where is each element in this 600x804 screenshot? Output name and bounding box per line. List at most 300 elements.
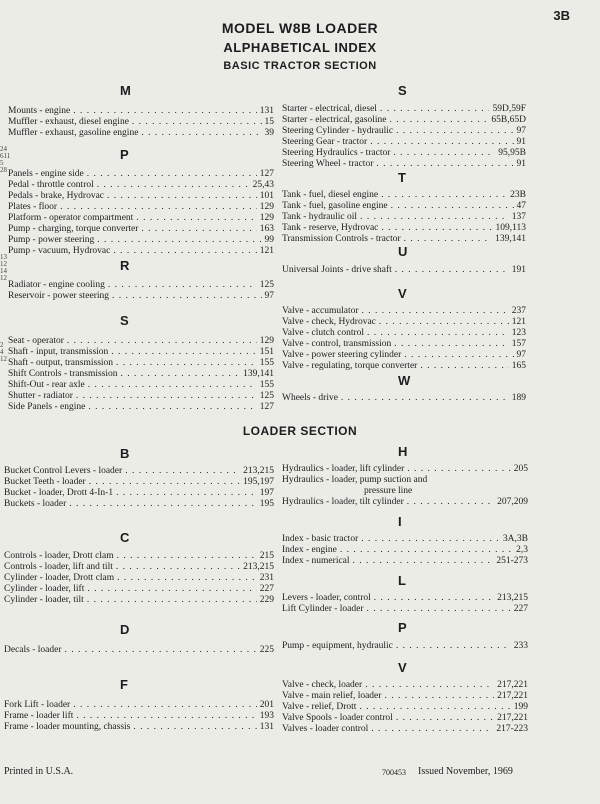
entry-topic: Shaft - input, transmission (8, 347, 109, 357)
entry-page: 197 (259, 488, 274, 498)
letter-b: B (120, 446, 130, 461)
group-v-loader (282, 680, 528, 735)
dot-leader (73, 700, 257, 711)
index-entry (282, 126, 526, 137)
index-entry (4, 700, 274, 711)
entry-topic: Levers - loader, control (282, 593, 371, 603)
entry-page: 125 (259, 391, 274, 401)
letter-s: S (120, 313, 129, 328)
entry-topic: Valve Spools - loader control (282, 713, 393, 723)
entry-page: 217-223 (496, 724, 528, 734)
index-entry (8, 369, 274, 380)
index-entry (4, 595, 274, 606)
entry-topic: Starter - electrical, gasoline (282, 115, 387, 125)
entry-topic: Wheels - drive (282, 393, 338, 403)
dot-leader (125, 466, 240, 477)
entry-topic: Index - numerical (282, 556, 350, 566)
entry-page: 131 (259, 106, 274, 116)
letter-p: P (398, 620, 407, 635)
index-entry (282, 361, 526, 372)
entry-topic: Valve - check, loader (282, 680, 363, 690)
index-entry (8, 180, 274, 191)
index-entry (282, 328, 526, 339)
entry-page: 97 (516, 350, 526, 360)
index-entry (282, 641, 528, 652)
entry-page: 195,197 (243, 477, 274, 487)
entry-topic: Hydraulics - loader, tilt cylinder (282, 497, 404, 507)
entry-page: 207,209 (497, 497, 528, 507)
index-entry (282, 350, 526, 361)
dot-leader (97, 235, 261, 246)
entry-topic: Steering Gear - tractor (282, 137, 368, 147)
entry-page: 229 (259, 595, 274, 605)
issue-date: Issued November, 1969 (418, 766, 513, 777)
entry-topic: Cylinder - loader, tilt (4, 595, 84, 605)
index-entry (4, 562, 274, 573)
index-title: ALPHABETICAL INDEX (223, 40, 377, 55)
letter-c: C (120, 530, 130, 545)
index-entry (8, 235, 274, 246)
entry-page: 213,215 (243, 466, 274, 476)
dot-leader (359, 702, 510, 713)
letter-v: V (398, 286, 407, 301)
entry-topic: Valve - control, transmission (282, 339, 392, 349)
entry-topic: Shaft - output, transmission (8, 358, 114, 368)
entry-topic: pressure line (364, 486, 413, 496)
entry-topic: Frame - loader mounting, chassis (4, 722, 131, 732)
printed-in: Printed in U.S.A. (4, 766, 74, 777)
index-entry (4, 466, 274, 477)
dot-leader (117, 573, 257, 584)
entry-topic: Mounts - engine (8, 106, 71, 116)
entry-page: 155 (259, 380, 274, 390)
entry-page: 109,113 (495, 223, 526, 233)
entry-page: 191 (511, 265, 526, 275)
group-p-right (282, 641, 528, 652)
entry-topic: Hydraulics - loader, lift cylinder (282, 464, 405, 474)
index-entry (282, 137, 526, 148)
entry-topic: Shift Controls - transmission (8, 369, 118, 379)
dot-leader (87, 584, 256, 595)
dot-leader (89, 477, 240, 488)
entry-page: 217,221 (497, 713, 528, 723)
dot-leader (141, 224, 256, 235)
entry-page: 155 (259, 358, 274, 368)
index-entry (282, 604, 528, 615)
dot-leader (360, 212, 509, 223)
entry-page: 157 (511, 339, 526, 349)
dot-leader (365, 680, 494, 691)
dot-leader (407, 497, 494, 508)
dot-leader (116, 358, 257, 369)
dot-leader (88, 402, 256, 413)
index-entry (4, 722, 274, 733)
entry-page: 163 (259, 224, 274, 234)
entry-topic: Index - basic tractor (282, 534, 359, 544)
dot-leader (353, 556, 494, 567)
entry-page: 25,43 (252, 180, 274, 190)
entry-topic: Steering Wheel - tractor (282, 159, 374, 169)
entry-topic: Tank - reserve, Hydrovac (282, 223, 379, 233)
entry-topic: Universal Joints - drive shaft (282, 265, 392, 275)
index-entry (282, 464, 528, 475)
dot-leader (132, 117, 262, 128)
dot-leader (76, 391, 257, 402)
entry-page: 91 (516, 159, 526, 169)
index-entry (4, 645, 274, 656)
index-entry (4, 477, 274, 488)
entry-topic: Valve - check, Hydrovac (282, 317, 376, 327)
entry-topic: Controls - loader, Drott clam (4, 551, 114, 561)
index-entry (8, 202, 274, 213)
index-entry (4, 584, 274, 595)
entry-page: 129 (259, 336, 274, 346)
dot-leader (396, 713, 494, 724)
dot-leader (379, 317, 509, 328)
entry-topic: Cylinder - loader, Drott clam (4, 573, 115, 583)
letter-l: L (398, 573, 406, 588)
entry-page: 201 (259, 700, 274, 710)
entry-page: 131 (259, 722, 274, 732)
margin-fragment: 4 (0, 348, 4, 356)
index-entry (8, 291, 274, 302)
entry-topic: Shift-Out - rear axle (8, 380, 85, 390)
dot-leader (88, 380, 257, 391)
index-entry (282, 115, 526, 126)
margin-fragment: 12 (0, 274, 7, 282)
entry-topic: Starter - electrical, diesel (282, 104, 377, 114)
index-entry (4, 711, 274, 722)
group-f (4, 700, 274, 733)
letter-f: F (120, 677, 128, 692)
left-margin-fragments (0, 254, 10, 282)
entry-topic: Side Panels - engine (8, 402, 86, 412)
entry-topic: Muffler - exhaust, diesel engine (8, 117, 129, 127)
entry-page: 121 (259, 246, 274, 256)
index-entry (282, 104, 526, 115)
index-entry (282, 159, 526, 170)
margin-fragment: 24 (0, 146, 7, 153)
group-b (4, 466, 274, 510)
dot-leader (116, 562, 240, 573)
entry-page: 65B,65D (491, 115, 526, 125)
index-entry (282, 339, 526, 350)
entry-topic: Valve - accumulator (282, 306, 359, 316)
entry-page: 151 (259, 347, 274, 357)
dot-leader (121, 369, 241, 380)
index-entry (8, 224, 274, 235)
dot-leader (111, 347, 256, 358)
margin-fragment: 13 (0, 254, 7, 261)
dot-leader (404, 234, 492, 245)
dot-leader (67, 336, 257, 347)
letter-p: P (120, 147, 129, 162)
dot-leader (136, 213, 256, 224)
entry-page: 2,3 (516, 545, 528, 555)
entry-topic: Muffler - exhaust, gasoline engine (8, 128, 139, 138)
index-entry (8, 191, 274, 202)
dot-leader (362, 306, 509, 317)
entry-topic: Buckets - loader (4, 499, 67, 509)
entry-page: 195 (259, 499, 274, 509)
entry-page: 217,221 (497, 691, 528, 701)
entry-topic: Pump - charging, torque converter (8, 224, 139, 234)
dot-leader (404, 350, 513, 361)
index-entry (282, 497, 528, 508)
entry-page: 47 (516, 201, 526, 211)
group-s-right (282, 104, 526, 170)
entry-page: 137 (511, 212, 526, 222)
entry-page: 99 (264, 235, 274, 245)
letter-v: V (398, 660, 407, 675)
index-entry (282, 680, 528, 691)
entry-topic: Pump - power steering (8, 235, 95, 245)
entry-page: 225 (259, 645, 274, 655)
dot-leader (117, 551, 257, 562)
letter-m: M (120, 83, 131, 98)
entry-page: 233 (513, 641, 528, 651)
index-entry (8, 213, 274, 224)
entry-topic: Hydraulics - loader, pump suction and (282, 475, 428, 485)
entry-topic: Tank - fuel, diesel engine (282, 190, 379, 200)
entry-page: 95,95B (498, 148, 526, 158)
letter-r: R (120, 258, 130, 273)
index-entry (8, 391, 274, 402)
index-entry (8, 246, 274, 257)
index-entry (282, 556, 528, 567)
document-code: 700453 (382, 768, 406, 777)
group-t (282, 190, 526, 245)
entry-page: 129 (259, 202, 274, 212)
entry-page: 127 (259, 169, 274, 179)
entry-page: 213,215 (243, 562, 274, 572)
index-entry (282, 534, 528, 545)
group-i (282, 534, 528, 567)
index-entry (282, 306, 526, 317)
dot-leader (73, 106, 256, 117)
group-s-left (8, 336, 274, 413)
dot-leader (97, 180, 250, 191)
entry-topic: Transmission Controls - tractor (282, 234, 401, 244)
dot-leader (87, 169, 257, 180)
entry-topic: Pedals - brake, Hydrovac (8, 191, 105, 201)
margin-fragment: 14 (0, 267, 7, 275)
margin-fragment: 611 (0, 152, 10, 160)
group-c (4, 551, 274, 606)
group-m (8, 106, 274, 139)
entry-page: 139,141 (243, 369, 274, 379)
dot-leader (371, 724, 493, 735)
group-w (282, 393, 526, 404)
dot-leader (69, 499, 256, 510)
dot-leader (108, 280, 257, 291)
entry-topic: Frame - loader lift (4, 711, 74, 721)
index-entry (282, 212, 526, 223)
entry-topic: Radiator - engine cooling (8, 280, 105, 290)
entry-topic: Controls - loader, lift and tilt (4, 562, 113, 572)
index-entry (282, 702, 528, 713)
dot-leader (395, 265, 509, 276)
dot-leader (389, 115, 488, 126)
letter-w: W (398, 373, 411, 388)
entry-topic: Valves - loader control (282, 724, 369, 734)
entry-topic: Platform - operator compartment (8, 213, 134, 223)
entry-topic: Panels - engine side (8, 169, 84, 179)
entry-page: 189 (511, 393, 526, 403)
dot-leader (367, 604, 511, 615)
entry-topic: Pump - equipment, hydraulic (282, 641, 393, 651)
dot-leader (396, 641, 511, 652)
dot-leader (133, 722, 256, 733)
entry-topic: Shutter - radiator (8, 391, 73, 401)
index-entry (8, 106, 274, 117)
entry-page: 59D,59F (492, 104, 526, 114)
dot-leader (60, 202, 257, 213)
index-entry (282, 475, 528, 486)
entry-page: 91 (516, 137, 526, 147)
dot-leader (381, 223, 492, 234)
document-title: MODEL W8B LOADER (221, 20, 379, 36)
dot-leader (87, 595, 257, 606)
index-entry (282, 545, 528, 556)
index-entry (282, 201, 526, 212)
dot-leader (107, 191, 257, 202)
entry-topic: Plates - floor (8, 202, 58, 212)
dot-leader (113, 246, 256, 257)
index-entry (8, 169, 274, 180)
entry-topic: Cylinder - loader, lift (4, 584, 85, 594)
index-entry (8, 280, 274, 291)
entry-page: 227 (513, 604, 528, 614)
entry-page: 129 (259, 213, 274, 223)
entry-page: 125 (259, 280, 274, 290)
dot-leader (76, 711, 256, 722)
dot-leader (112, 291, 261, 302)
margin-fragment: 5 (0, 159, 4, 167)
margin-fragment: 12 (0, 355, 7, 363)
dot-leader (340, 545, 513, 556)
entry-page: 97 (516, 126, 526, 136)
entry-topic: Valve - regulating, torque converter (282, 361, 418, 371)
index-entry (282, 724, 528, 735)
entry-topic: Lift Cylinder - loader (282, 604, 364, 614)
entry-topic: Decals - loader (4, 645, 62, 655)
dot-leader (407, 464, 510, 475)
index-entry (282, 691, 528, 702)
entry-topic: Valve - main relief, loader (282, 691, 382, 701)
dot-leader (367, 328, 509, 339)
entry-page: 23B (510, 190, 526, 200)
entry-topic: Steering Cylinder - hydraulic (282, 126, 394, 136)
group-p (8, 169, 274, 257)
index-entry (4, 488, 274, 499)
index-entry (282, 190, 526, 201)
entry-page: 3A,3B (502, 534, 528, 544)
entry-page: 215 (259, 551, 274, 561)
entry-page: 123 (511, 328, 526, 338)
index-entry (8, 117, 274, 128)
dot-leader (341, 393, 509, 404)
entry-topic: Valve - clutch control (282, 328, 365, 338)
entry-topic: Bucket Teeth - loader (4, 477, 86, 487)
group-u (282, 265, 526, 276)
index-entry (8, 402, 274, 413)
dot-leader (394, 339, 509, 350)
index-entry (8, 128, 274, 139)
margin-fragment: 2 (0, 342, 4, 349)
index-entry (8, 380, 274, 391)
entry-topic: Steering Hydraulics - tractor (282, 148, 391, 158)
entry-page: 97 (264, 291, 274, 301)
letter-u: U (398, 244, 408, 259)
index-entry (282, 713, 528, 724)
entry-page: 165 (511, 361, 526, 371)
entry-page: 127 (259, 402, 274, 412)
margin-fragment: 28 (0, 166, 7, 174)
group-h (282, 464, 528, 508)
entry-topic: Bucket - loader, Drott 4-In-1 (4, 488, 114, 498)
dot-leader (374, 593, 494, 604)
entry-page: 205 (513, 464, 528, 474)
entry-page: 101 (259, 191, 274, 201)
loader-section-title: LOADER SECTION (242, 424, 358, 438)
entry-page: 227 (259, 584, 274, 594)
dot-leader (370, 137, 513, 148)
entry-topic: Valve - power steering cylinder (282, 350, 402, 360)
entry-page: 213,215 (497, 593, 528, 603)
entry-topic: Pedal - throttle control (8, 180, 94, 190)
entry-page: 139,141 (495, 234, 526, 244)
dot-leader (391, 201, 514, 212)
group-v-right (282, 306, 526, 372)
entry-page: 15 (264, 117, 274, 127)
dot-leader (376, 159, 513, 170)
dot-leader (116, 488, 257, 499)
group-l (282, 593, 528, 615)
index-entry (282, 223, 526, 234)
dot-leader (396, 126, 513, 137)
group-d (4, 645, 274, 656)
dot-leader (381, 190, 507, 201)
entry-page: 39 (264, 128, 274, 138)
entry-page: 251-273 (496, 556, 528, 566)
margin-fragment: 12 (0, 260, 7, 268)
index-entry (282, 593, 528, 604)
entry-page: 193 (259, 711, 274, 721)
entry-page: 237 (511, 306, 526, 316)
index-entry (8, 336, 274, 347)
index-entry (282, 393, 526, 404)
dot-leader (384, 691, 494, 702)
letter-s: S (398, 83, 407, 98)
entry-topic: Pump - vacuum, Hydrovac (8, 246, 111, 256)
entry-topic: Seat - operator (8, 336, 64, 346)
entry-topic: Tank - fuel, gasoline engine (282, 201, 388, 211)
entry-topic: Reservoir - power steering (8, 291, 110, 301)
entry-topic: Tank - hydraulic oil (282, 212, 358, 222)
dot-leader (141, 128, 261, 139)
letter-i: I (398, 514, 402, 529)
entry-page: 121 (511, 317, 526, 327)
page-number: 3B (553, 8, 570, 23)
index-entry (8, 347, 274, 358)
basic-section-title: BASIC TRACTOR SECTION (223, 60, 377, 72)
letter-d: D (120, 622, 130, 637)
dot-leader (393, 148, 495, 159)
entry-topic: Bucket Control Levers - loader (4, 466, 123, 476)
letter-h: H (398, 444, 408, 459)
index-entry (4, 499, 274, 510)
